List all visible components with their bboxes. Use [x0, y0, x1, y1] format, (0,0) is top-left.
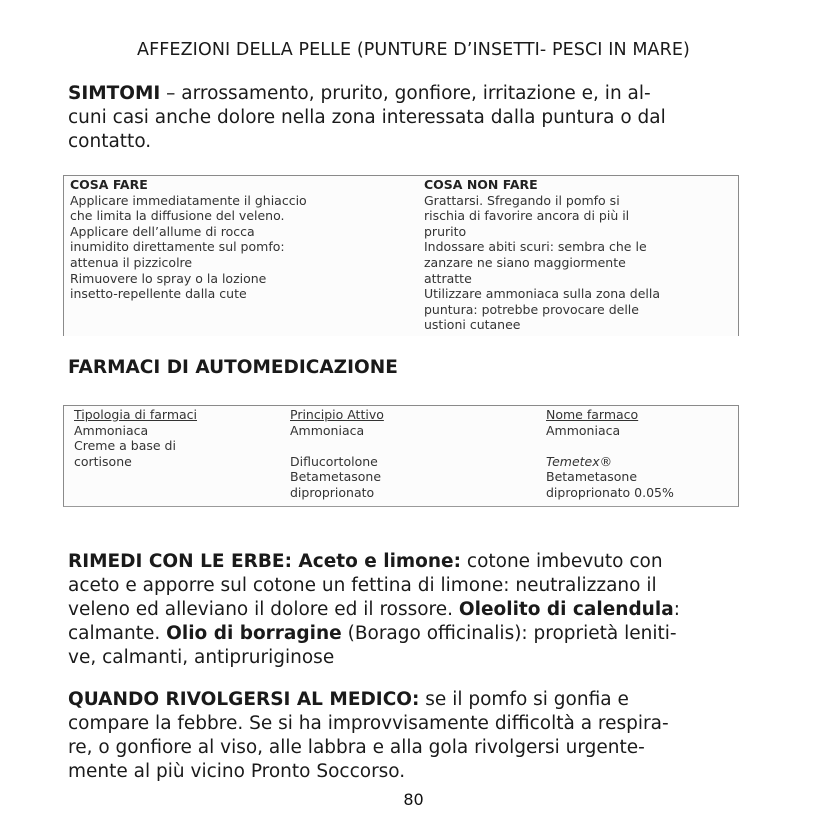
rimedi-text: (Borago officinalis): proprietà leniti- — [341, 623, 677, 644]
page-number: 80 — [403, 790, 424, 809]
cosa-non-fare-line: zanzare ne siano maggiormente — [424, 254, 626, 270]
farmaci-heading: FARMACI DI AUTOMEDICAZIONE — [68, 357, 398, 378]
tipologia-column — [74, 407, 284, 469]
rimedi-label: RIMEDI CON LE ERBE: Aceto e limone: — [68, 551, 462, 572]
table-cell: Temetex® — [546, 453, 613, 469]
table-cell: diproprionato 0.05% — [546, 484, 674, 500]
cosa-non-fare-line: attratte — [424, 270, 472, 286]
table-cell: Creme a base di — [74, 438, 176, 454]
nome-farmaco-column — [546, 407, 736, 501]
cosa-non-fare-header: COSA NON FARE — [424, 177, 538, 192]
cosa-non-fare-line: Grattarsi. Sfregando il pomfo si — [424, 192, 620, 208]
cosa-fare-table — [63, 175, 739, 336]
table-cell: Ammoniaca — [546, 422, 621, 438]
cosa-non-fare-line: Utilizzare ammoniaca sulla zona della — [424, 286, 661, 302]
sintomi-line: contatto. — [68, 131, 152, 152]
cosa-fare-line: Rimuovere lo spray o la lozione — [70, 270, 267, 286]
sintomi-label: SIMTOMI — [68, 83, 161, 104]
sintomi-line: cuni casi anche dolore nella zona interessata dalla puntura o dal — [68, 107, 666, 128]
rimedi-text: cotone imbevuto con — [461, 551, 663, 572]
medico-text: se il pomfo si gonfia e — [419, 689, 629, 710]
table-cell — [546, 438, 736, 454]
rimedi-line: ve, calmanti, antipruriginose — [68, 647, 335, 668]
cosa-non-fare-column — [424, 177, 734, 333]
medico-line: mente al più vicino Pronto Soccorso. — [68, 761, 406, 782]
cosa-fare-line: attenua il pizzicolre — [70, 254, 193, 270]
table-cell: Betametasone — [546, 469, 638, 485]
cosa-non-fare-line: ustioni cutanee — [424, 317, 521, 333]
table-cell: Ammoniaca — [74, 422, 149, 438]
rimedi-text: : — [673, 599, 680, 620]
table-cell: cortisone — [74, 453, 132, 469]
rimedi-paragraph — [68, 550, 758, 670]
page-title: AFFEZIONI DELLA PELLE (PUNTURE D’INSETTI- PESCI IN MARE) — [137, 40, 690, 60]
cosa-fare-line: inumidito direttamente sul pomfo: — [70, 239, 285, 255]
rimedi-bold: Olio di borragine — [166, 623, 342, 644]
rimedi-bold: Oleolito di calendula — [458, 599, 674, 620]
cosa-fare-line: che limita la diffusione del veleno. — [70, 208, 285, 224]
table-cell: diproprionato — [290, 484, 375, 500]
table-cell: Diflucortolone — [290, 453, 378, 469]
cosa-non-fare-line: prurito — [424, 223, 467, 239]
table-cell: Ammoniaca — [290, 422, 365, 438]
cosa-fare-header: COSA FARE — [70, 177, 148, 192]
cosa-fare-line: insetto-repellente dalla cute — [70, 286, 247, 302]
table-cell: Betametasone — [290, 469, 382, 485]
medico-line: re, o gonfiore al viso, alle labbra e alla gola rivolgersi urgente- — [68, 737, 645, 758]
cosa-non-fare-line: rischia di favorire ancora di più il — [424, 208, 630, 224]
cosa-fare-column — [70, 177, 410, 302]
medico-label: QUANDO RIVOLGERSI AL MEDICO: — [68, 689, 420, 710]
cosa-fare-line: Applicare immediatamente il ghiaccio — [70, 192, 307, 208]
sintomi-paragraph — [68, 82, 758, 154]
medico-paragraph — [68, 688, 758, 784]
tipologia-header: Tipologia di farmaci — [74, 407, 198, 422]
principio-column — [290, 407, 540, 501]
cosa-non-fare-line: puntura: potrebbe provocare delle — [424, 301, 639, 317]
rimedi-text: veleno ed alleviano il dolore ed il rossore. — [68, 599, 459, 620]
cosa-fare-line: Applicare dell’allume di rocca — [70, 223, 255, 239]
rimedi-line: aceto e apporre sul cotone un fettina di limone: neutralizzano il — [68, 575, 657, 596]
farmaci-table — [63, 405, 739, 507]
table-cell — [290, 438, 540, 454]
principio-header: Principio Attivo — [290, 407, 384, 422]
medico-line: compare la febbre. Se si ha improvvisamente difficoltà a respira- — [68, 713, 669, 734]
nome-farmaco-header: Nome farmaco — [546, 407, 639, 422]
rimedi-text: calmante. — [68, 623, 167, 644]
cosa-non-fare-line: Indossare abiti scuri: sembra che le — [424, 239, 647, 255]
sintomi-text: – arrossamento, prurito, gonfiore, irritazione e, in al- — [160, 83, 651, 104]
